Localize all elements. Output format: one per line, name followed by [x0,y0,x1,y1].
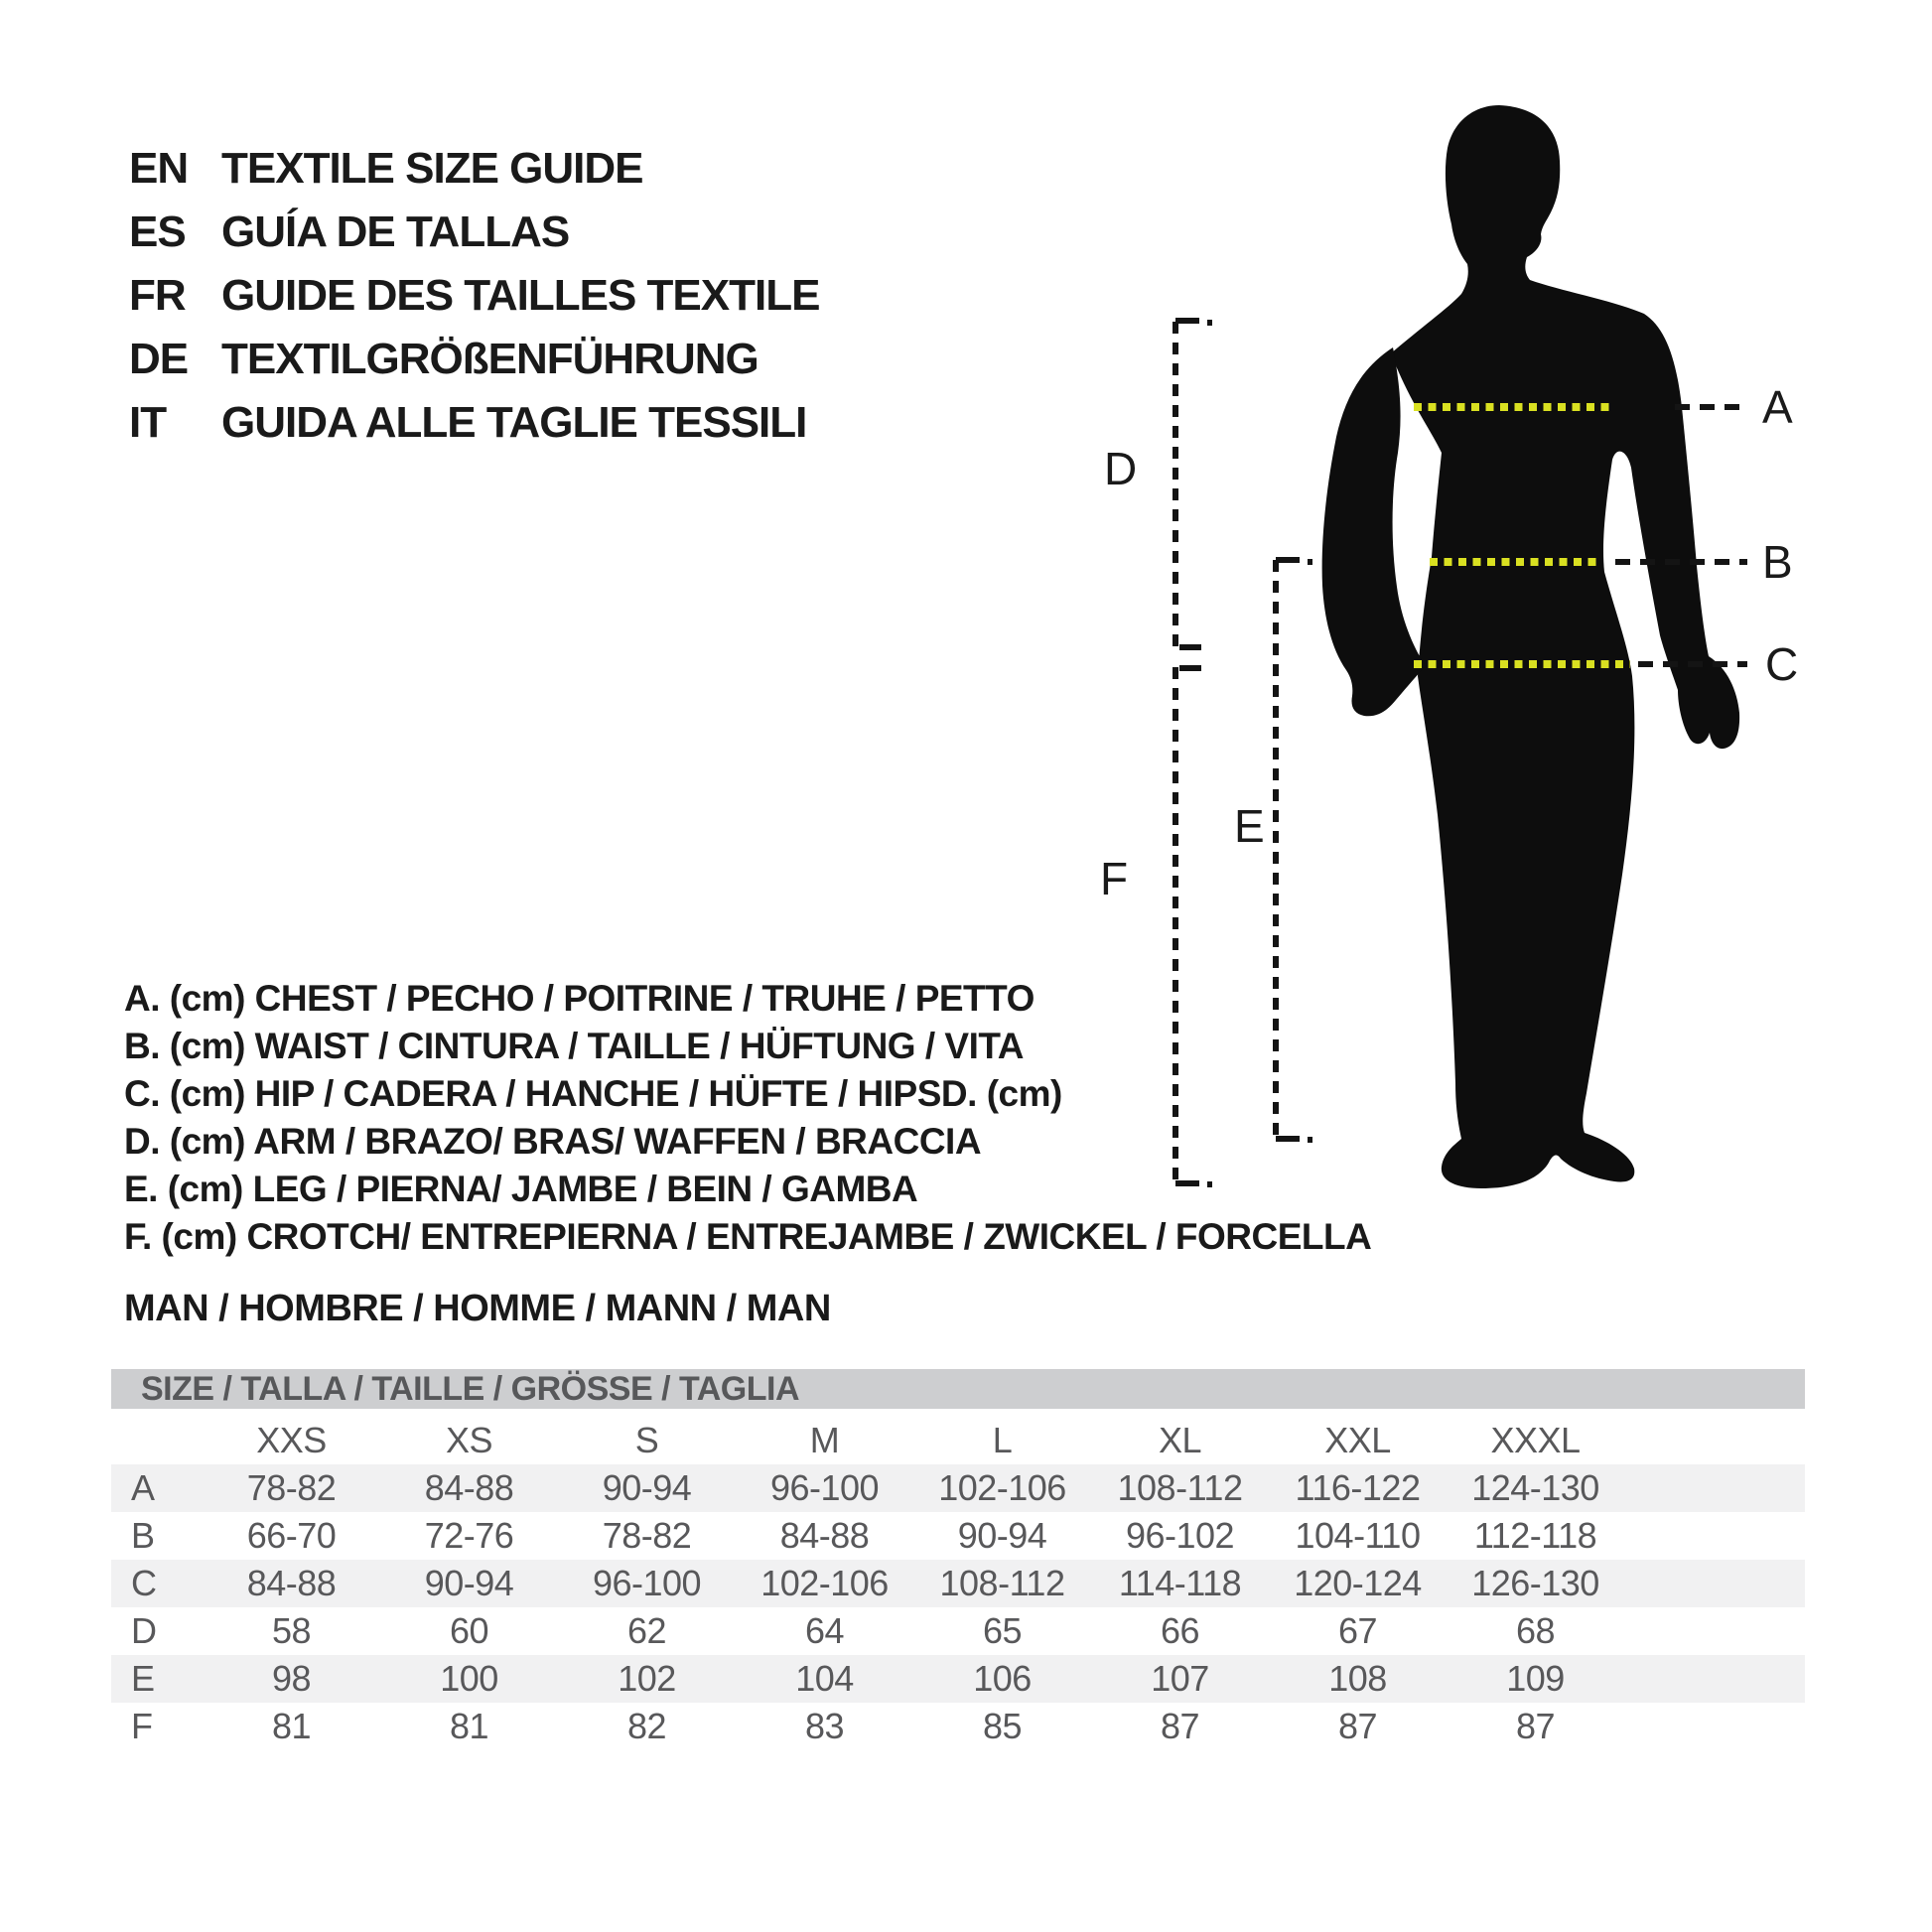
lang-code: DE [129,335,189,383]
table-cell: 109 [1447,1655,1624,1703]
measure-legend [124,975,1371,1261]
legend-item-arm: D. (cm) ARM / BRAZO/ BRAS/ WAFFEN / BRACCIA [124,1121,982,1162]
legend-item-leg: E. (cm) LEG / PIERNA/ JAMBE / BEIN / GAMBA [124,1169,918,1209]
row-label: E [111,1655,203,1703]
waist-label: B [1762,536,1793,588]
filler-cell [1624,1607,1805,1655]
table-cell: 65 [982,1610,1023,1651]
table-cell: 102 [558,1655,736,1703]
table-cell: 84-88 [779,1515,870,1556]
col-header-m: M [809,1420,840,1460]
col-header-s: S [634,1420,659,1460]
table-cell: 96-100 [558,1560,736,1607]
table-cell: 78-82 [602,1515,692,1556]
table-cell: 78-82 [203,1464,380,1512]
table-cell: 124-130 [1447,1464,1624,1512]
row-label: B [131,1515,155,1556]
table-cell: 104-110 [1295,1515,1421,1556]
table-cell: 90-94 [380,1560,558,1607]
table-cell: 60 [449,1610,489,1651]
filler-cell [1624,1703,1805,1750]
corner-cell [111,1417,203,1464]
col-header-xs: XS [445,1420,493,1460]
table-cell: 62 [626,1610,667,1651]
table-cell: 72-76 [424,1515,514,1556]
table-cell: 81 [271,1706,312,1746]
size-table [111,1369,1805,1750]
table-cell: 98 [203,1655,380,1703]
table-cell: 64 [804,1610,845,1651]
lang-title: GUÍA DE TALLAS [221,207,570,256]
leg-label: E [1234,800,1265,852]
table-cell: 114-118 [1091,1560,1269,1607]
lang-title: TEXTILGRÖßENFÜHRUNG [221,335,759,383]
table-cell: 90-94 [558,1464,736,1512]
table-cell: 84-88 [380,1464,558,1512]
table-cell: 96-102 [1125,1515,1235,1556]
col-header-xxl: XXL [1324,1420,1391,1460]
row-label: C [111,1560,203,1607]
lang-code: FR [129,271,186,320]
col-header-l: L [992,1420,1013,1460]
lang-title: GUIDA ALLE TAGLIE TESSILI [221,398,807,447]
table-cell: 112-118 [1473,1515,1597,1556]
table-cell: 83 [804,1706,845,1746]
man-silhouette [1322,105,1740,1188]
hip-label: C [1765,638,1799,690]
table-cell: 126-130 [1447,1560,1624,1607]
chest-label: A [1762,381,1793,433]
filler-cell [1624,1417,1805,1464]
table-cell: 108-112 [1091,1464,1269,1512]
table-cell: 87 [1515,1706,1556,1746]
arm-label: D [1104,443,1138,494]
table-cell: 104 [736,1655,913,1703]
table-cell: 87 [1160,1706,1200,1746]
lang-code: IT [129,398,167,447]
filler-cell [1624,1512,1805,1560]
col-header-xxxl: XXXL [1490,1420,1581,1460]
filler-cell [1624,1560,1805,1607]
table-cell: 102-106 [913,1464,1091,1512]
legend-item-crotch: F. (cm) CROTCH/ ENTREPIERNA / ENTREJAMBE / ZWICKEL / FORCELLA [124,1216,1372,1257]
lang-title: TEXTILE SIZE GUIDE [221,144,643,193]
table-cell: 102-106 [736,1560,913,1607]
table-cell: 82 [626,1706,667,1746]
table-cell: 66 [1160,1610,1200,1651]
table-cell: 68 [1515,1610,1556,1651]
table-cell: 84-88 [203,1560,380,1607]
lang-code: EN [129,144,189,193]
legend-item-hip: C. (cm) HIP / CADERA / HANCHE / HÜFTE / HIPSD. (cm) [124,1073,1062,1114]
table-cell: 106 [913,1655,1091,1703]
legend-item-chest: A. (cm) CHEST / PECHO / POITRINE / TRUHE / PETTO [124,978,1035,1019]
table-cell: 87 [1337,1706,1378,1746]
table-cell: 67 [1337,1610,1378,1651]
table-cell: 96-100 [736,1464,913,1512]
table-cell: 116-122 [1269,1464,1447,1512]
table-cell: 100 [380,1655,558,1703]
table-cell: 81 [449,1706,489,1746]
table-cell: 66-70 [246,1515,337,1556]
category-line: MAN / HOMBRE / HOMME / MANN / MAN [124,1288,831,1329]
table-cell: 107 [1091,1655,1269,1703]
row-label: A [111,1464,203,1512]
row-label: D [131,1610,157,1651]
table-cell: 85 [982,1706,1023,1746]
table-cell: 108 [1269,1655,1447,1703]
table-cell: 120-124 [1269,1560,1447,1607]
col-header-xl: XL [1158,1420,1202,1460]
legend-item-waist: B. (cm) WAIST / CINTURA / TAILLE / HÜFTUNG / VITA [124,1026,1024,1066]
lang-title: GUIDE DES TAILLES TEXTILE [221,271,820,320]
table-title-bar: SIZE / TALLA / TAILLE / GRÖSSE / TAGLIA [111,1369,1805,1409]
filler-cell [1624,1655,1805,1703]
crotch-label: F [1100,853,1129,904]
lang-code: ES [129,207,186,256]
col-header-xxs: XXS [256,1420,327,1460]
table-cell: 90-94 [957,1515,1047,1556]
table-cell: 108-112 [913,1560,1091,1607]
filler-cell [1624,1464,1805,1512]
table-cell: 58 [271,1610,312,1651]
row-label: F [131,1706,153,1746]
